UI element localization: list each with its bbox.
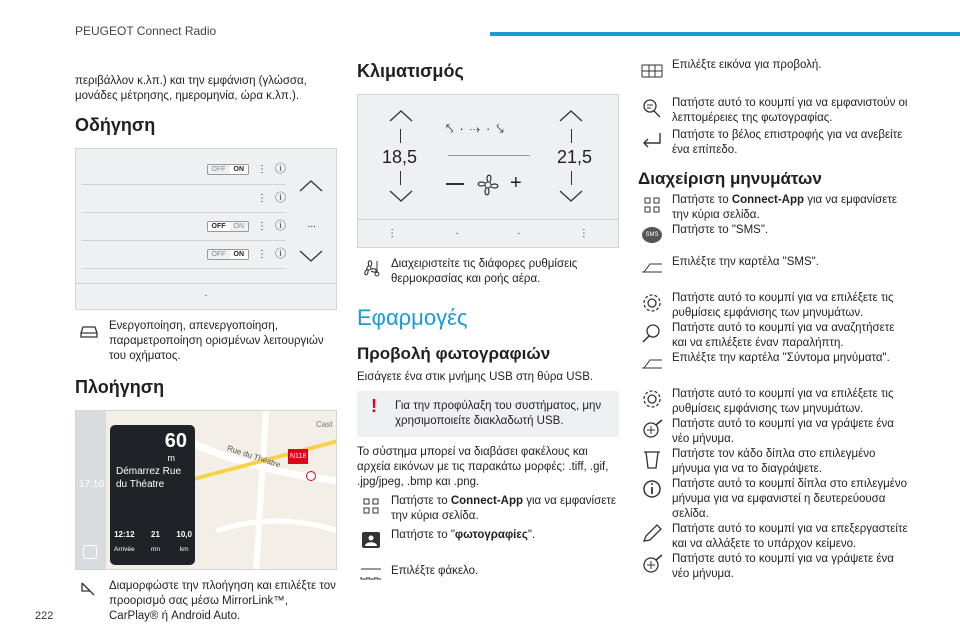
tab-icon [638, 351, 666, 375]
photo-item-2 [638, 96, 908, 126]
info-icon[interactable]: ⓘ [275, 192, 286, 204]
image-grid-icon [638, 58, 666, 82]
guidance-panel [110, 425, 195, 565]
navigation-arrow-icon [75, 578, 103, 602]
step-text: Πατήστε αυτό το κουμπί για να αναζητήσετε και να επιλέξετε έναν παραλήπτη. [672, 322, 895, 349]
msg-step-5 [638, 321, 908, 351]
step-text: Πατήστε αυτό το κουμπί για να επιλέξετε τις ρυθμίσεις εμφάνισης των μηνυμάτων. [672, 292, 894, 319]
navigation-screen [75, 410, 337, 570]
navigation-text: Διαμορφώστε την πλοήγηση και επιλέξτε τον προορισμό σας μέσω MirrorLink™, CarPlay® ή Android Auto. [109, 580, 336, 622]
eta-distance: 10,0 [176, 530, 192, 539]
driving-description [75, 318, 337, 364]
setting-row [82, 185, 286, 213]
navigation-description [75, 578, 337, 624]
msg-step-12 [638, 552, 908, 582]
temp-right-value: 21,5 [556, 147, 592, 167]
temp-left-value: 18,5 [382, 147, 418, 167]
eta-distance-unit: km [179, 546, 189, 553]
column-1 [75, 74, 337, 624]
step-text: Επιλέξτε φάκελο. [391, 565, 479, 577]
step-text: ". [527, 529, 536, 541]
temp-left-tick [400, 129, 401, 143]
step-text: Πατήστε αυτό το κουμπί για να γράψετε ένα νέο μήνυμα. [672, 418, 894, 445]
photo-item-3 [638, 128, 908, 158]
navigation-heading: Πλοήγηση [75, 377, 165, 397]
screen-footer-dot: · [76, 283, 336, 309]
tab-icon [638, 255, 666, 279]
apps-grid-icon [357, 494, 385, 518]
trash-icon [638, 447, 666, 471]
driving-text: Ενεργοποίηση, απενεργοποίηση, παραμετροποίηση ορισμένων λειτουργιών του οχήματος. [109, 320, 324, 362]
more-options-icon[interactable]: ⋮ [257, 249, 267, 260]
info-icon[interactable]: ⓘ [275, 248, 286, 260]
step-keyword: Connect-App [731, 194, 805, 206]
photo-step-2 [357, 528, 619, 552]
msg-step-6 [638, 351, 908, 375]
car-icon [75, 318, 103, 342]
nav-clock: 17:10 [79, 479, 105, 490]
note-text: Για την προφύλαξη του συστήματος, μην χρησιμοποιείτε διακλαδωτή USB. [395, 400, 602, 427]
toggle-switch[interactable]: OFF ON [207, 164, 250, 175]
apps-heading: Εφαρμογές [357, 305, 468, 330]
more-options-icon[interactable]: ⋮ [257, 221, 267, 232]
step-text: Πατήστε αυτό το κουμπί για να επιλέξετε τις ρυθμίσεις εμφάνισης των μηνυμάτων. [672, 388, 894, 415]
step-text: Επιλέξτε την καρτέλα "Σύντομα μηνύματα". [672, 352, 890, 364]
scroll-down-icon[interactable] [298, 249, 324, 263]
folder-list-icon [357, 560, 385, 584]
step-text: Πατήστε αυτό το κουμπί για να γράψετε ένα νέο μήνυμα. [672, 553, 894, 580]
warning-icon: ! [371, 396, 377, 416]
more-options-icon[interactable]: ⋮ [578, 228, 589, 239]
driving-heading: Οδήγηση [75, 115, 156, 135]
map-street-label: Rue du Théatre [225, 443, 282, 470]
msg-step-3 [638, 255, 908, 279]
apps-grid-icon [638, 193, 666, 217]
temp-right-up-icon[interactable] [558, 109, 584, 123]
guidance-street: Démarrez Rue du Théatre [116, 466, 182, 490]
column-2 [357, 60, 619, 584]
map-road-badge: N118 [288, 449, 308, 464]
temp-right-tick [571, 171, 572, 185]
climate-description [357, 256, 619, 287]
home-icon[interactable] [83, 545, 97, 559]
climate-heading: Κλιματισμός [357, 61, 464, 81]
photo-formats: Το σύστημα μπορεί να διαβάσει φακέλους και αρχεία εικόνων με τις παρακάτω μορφές: .tiff, .gif, .jpg/jpeg, .bmp και .png. [357, 446, 609, 488]
messages-heading: Διαχείριση μηνυμάτων [638, 169, 822, 188]
climate-footer [358, 219, 618, 247]
airflow-mode-icons[interactable]: ⤣·⇢·⤥ [446, 121, 510, 136]
settings-gear-icon [638, 387, 666, 411]
msg-step-10 [638, 477, 908, 522]
more-options-icon[interactable]: ⋮ [257, 164, 267, 175]
setting-row [82, 155, 286, 185]
toggle-switch[interactable]: OFF ON [207, 249, 250, 260]
toggle-switch[interactable]: OFF ON [207, 221, 250, 232]
eta-time: 12:12 [114, 530, 135, 539]
msg-step-8 [638, 417, 908, 447]
info-icon [638, 477, 666, 501]
msg-step-4 [638, 291, 908, 321]
usb-hub-note [357, 391, 619, 437]
settings-gear-icon [638, 291, 666, 315]
step-text: Επιλέξτε την καρτέλα "SMS". [672, 256, 819, 268]
running-header: PEUGEOT Connect Radio [75, 24, 217, 38]
msg-step-7 [638, 387, 908, 417]
temp-left-up-icon[interactable] [388, 109, 414, 123]
page-number: 222 [35, 610, 54, 622]
step-text: Πατήστε το [672, 194, 732, 206]
photo-heading: Προβολή φωτογραφιών [357, 344, 551, 363]
temp-right-down-icon[interactable] [558, 189, 584, 203]
more-options-icon[interactable]: ⋮ [387, 228, 398, 239]
step-keyword: φωτογραφίες [454, 529, 528, 541]
eta-minutes-unit: mn [150, 546, 161, 553]
msg-step-2 [638, 223, 908, 247]
header-accent-bar [490, 32, 960, 36]
eta-label: Arrivée [114, 546, 135, 553]
page-dot: · [455, 228, 459, 239]
airflow-divider [448, 155, 530, 156]
sms-badge: SMS [642, 227, 662, 243]
details-search-icon [638, 96, 666, 120]
climate-text: Διαχειριστείτε τις διάφορες ρυθμίσεις θερμοκρασίας και ροής αέρα. [391, 258, 578, 285]
search-icon [638, 321, 666, 345]
temp-left-down-icon[interactable] [388, 189, 414, 203]
driving-screen [75, 148, 337, 310]
setting-row [82, 241, 286, 269]
sms-icon [638, 223, 666, 247]
map-poi-icon [306, 471, 316, 481]
fan-increase-icon[interactable]: + [510, 172, 522, 194]
scroll-up-icon[interactable] [298, 179, 324, 193]
info-icon[interactable]: ⓘ [275, 220, 286, 232]
eta-minutes: 21 [151, 530, 160, 539]
temp-left-tick [400, 171, 401, 185]
step-text: Πατήστε αυτό το κουμπί για να επεξεργαστείτε και να αλλάξετε το υπάρχον κείμενο. [672, 523, 908, 550]
item-text: Πατήστε αυτό το κουμπί για να εμφανιστούν οι λεπτομέρειες της φωτογραφίας. [672, 97, 908, 124]
more-options-icon[interactable]: ⋮ [257, 193, 267, 204]
intro-text: περιβάλλον κ.λπ.) και την εμφάνιση (γλώσσα, μονάδες μέτρησης, ημερομηνία, ώρα κ.λπ.). [75, 75, 307, 102]
photo-intro: Εισάγετε ένα στικ μνήμης USB στη θύρα USB. [357, 371, 594, 383]
photos-icon [357, 528, 385, 552]
more-indicator: ... [307, 219, 316, 230]
climate-fan-icon [357, 256, 385, 280]
column-3 [638, 58, 908, 582]
fan-decrease-icon[interactable] [446, 183, 464, 185]
climate-screen [357, 94, 619, 248]
step-text: Πατήστε το [391, 495, 451, 507]
msg-step-11 [638, 522, 908, 552]
temp-right-tick [571, 129, 572, 143]
map-town-label: Cast [316, 420, 333, 429]
step-text: για να εμφανίσετε την κύρια σελίδα. [391, 495, 617, 522]
item-text: Πατήστε το βέλος επιστροφής για να ανεβείτε ένα επίπεδο. [672, 129, 903, 156]
step-text: Πατήστε τον κάδο δίπλα στο επιλεγμένο μήνυμα για να το διαγράψετε. [672, 448, 876, 475]
photo-step-1 [357, 494, 619, 524]
edit-pencil-icon [638, 522, 666, 546]
setting-row [82, 213, 286, 241]
step-text: Πατήστε το "SMS". [672, 224, 769, 236]
item-text: Επιλέξτε εικόνα για προβολή. [672, 59, 822, 71]
step-text: για να εμφανίσετε την κύρια σελίδα. [672, 194, 898, 221]
step-text: Πατήστε το " [391, 529, 455, 541]
turn-distance-unit: m [167, 453, 175, 463]
photo-step-3 [357, 560, 619, 584]
step-text: Πατήστε αυτό το κουμπί δίπλα στο επιλεγμένο μήνυμα για να εμφανιστεί η δευτερεύουσα σελίδα. [672, 478, 908, 520]
msg-step-9 [638, 447, 908, 477]
turn-distance: 60 [164, 430, 187, 452]
new-message-icon [638, 417, 666, 441]
photo-item-1 [638, 58, 908, 82]
new-message-icon [638, 552, 666, 576]
fan-icon [474, 171, 502, 199]
page-dot: · [517, 228, 521, 239]
back-arrow-icon [638, 128, 666, 152]
info-icon[interactable]: ⓘ [275, 163, 286, 175]
nav-side-panel [76, 411, 106, 570]
step-keyword: Connect-App [450, 495, 524, 507]
eta-summary [114, 527, 192, 557]
msg-step-1 [638, 193, 908, 223]
